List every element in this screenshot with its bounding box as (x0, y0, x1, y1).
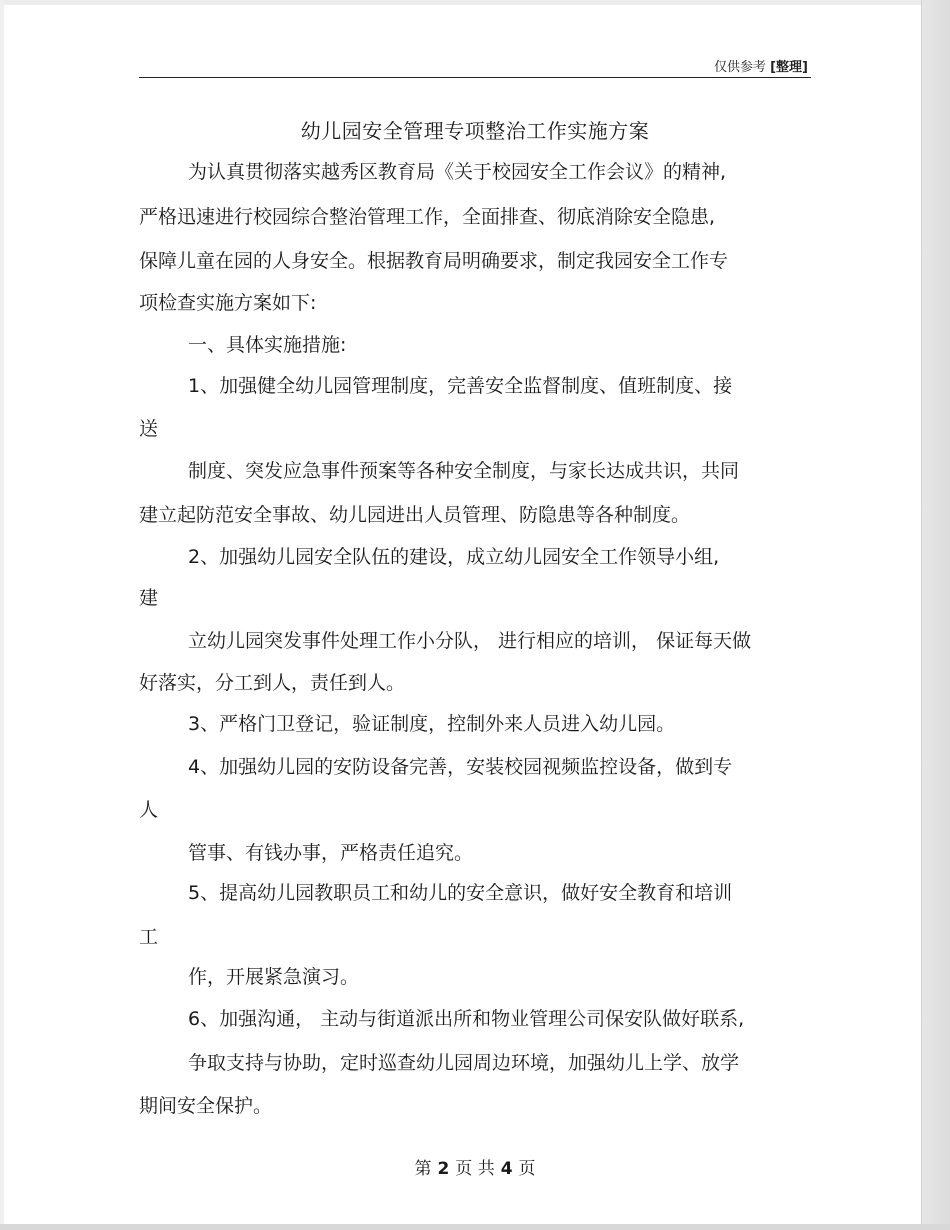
section-heading: 一、具体实施措施: (188, 334, 347, 356)
body-line: 严格迅速进行校园综合整治管理工作，全面排查、彻底消除安全隐患, (139, 206, 716, 228)
page-edge-top (0, 0, 950, 5)
body-line: 管事、有钱办事，严格责任追究。 (188, 842, 474, 864)
body-line: 人 (139, 799, 159, 821)
body-line: 好落实，分工到人，责任到人。 (139, 672, 406, 694)
footer-middle: 页 共 (455, 1159, 495, 1179)
footer-total-pages: 4 (500, 1159, 513, 1179)
header-note (714, 56, 808, 75)
body-line: 保障儿童在园的人身安全。根据教育局明确要求，制定我园安全工作专 (139, 250, 729, 272)
body-line: 3、严格门卫登记，验证制度，控制外来人员进入幼儿园。 (188, 713, 676, 735)
header-note-text: 仅供参考 (713, 60, 766, 75)
body-line: 建 (139, 587, 159, 609)
body-line: 建立起防范安全事故、幼儿园进出人员管理、防隐患等各种制度。 (139, 504, 691, 526)
body-line: 5、提高幼儿园教职员工和幼儿的安全意识，做好安全教育和培训 (188, 882, 733, 904)
body-line: 争取支持与协助，定时巡查幼儿园周边环境，加强幼儿上学、放学 (188, 1052, 740, 1074)
body-line: 6、加强沟通， 主动与街道派出所和物业管理公司保安队做好联系, (188, 1008, 745, 1030)
body-line: 2、加强幼儿园安全队伍的建设，成立幼儿园安全工作领导小组, (188, 546, 720, 568)
body-line: 项检查实施方案如下: (139, 292, 317, 314)
page-edge-right (921, 0, 950, 1230)
body-line: 立幼儿园突发事件处理工作小分队， 进行相应的培训， 保证每天做 (188, 630, 752, 652)
document-title: 幼儿园安全管理专项整治工作实施方案 (300, 119, 650, 143)
body-line: 期间安全保护。 (139, 1095, 273, 1117)
footer-current-page: 2 (437, 1159, 450, 1179)
body-line: 1、加强健全幼儿园管理制度，完善安全监督制度、值班制度、接 (188, 375, 733, 397)
page-number-footer (139, 1154, 811, 1179)
body-line: 4、加强幼儿园的安防设备完善，安装校园视频监控设备，做到专 (188, 756, 733, 778)
header-rule (139, 77, 811, 78)
footer-suffix: 页 (518, 1159, 536, 1179)
footer-prefix: 第 (414, 1159, 432, 1179)
body-line: 制度、突发应急事件预案等各种安全制度，与家长达成共识，共同 (188, 460, 740, 482)
body-line: 为认真贯彻落实越秀区教育局《关于校园安全工作会议》的精神, (188, 161, 727, 183)
header-note-tag: [整理] (770, 60, 808, 75)
body-line: 工 (139, 926, 159, 948)
page-edge-bottom (0, 1224, 950, 1230)
body-line: 送 (139, 418, 159, 440)
body-line: 作，开展紧急演习。 (188, 966, 360, 988)
page-edge-left (0, 0, 4, 1230)
